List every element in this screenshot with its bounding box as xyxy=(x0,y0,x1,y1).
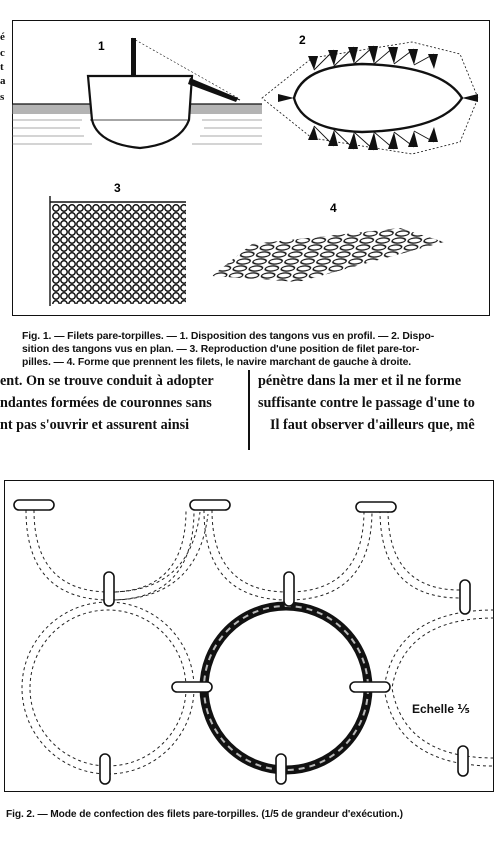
body-text-right-line: pénètre dans la mer et il ne forme xyxy=(258,373,462,389)
subfigure-label: 1 xyxy=(98,39,105,53)
figure1-illustration xyxy=(12,20,490,316)
body-text-left-line: ent. On se trouve conduit à adopter xyxy=(0,373,214,389)
subfigure-label: 4 xyxy=(330,201,337,215)
figure1-caption-line: sition des tangons vus en plan. — 3. Reproduction d'une position de filet pare-tor- xyxy=(22,344,420,355)
figure2-illustration xyxy=(4,480,494,792)
deformed-net-drawing xyxy=(212,228,444,282)
margin-mark: a xyxy=(0,75,6,87)
body-text-right-line: Il faut observer d'ailleurs que, mê xyxy=(270,417,475,433)
figure1-caption-line: pilles. — 4. Forme que prennent les filets, le navire marchant de gauche à droite. xyxy=(22,357,412,368)
subfigure-label: 3 xyxy=(114,181,121,195)
margin-mark: é xyxy=(0,31,5,43)
ship-plan-drawing xyxy=(262,42,478,154)
ship-profile-drawing xyxy=(12,38,262,148)
margin-mark: t xyxy=(0,61,4,73)
subfigure-label: 2 xyxy=(299,33,306,47)
flat-net-drawing xyxy=(50,196,186,306)
column-rule xyxy=(248,370,250,450)
figure2-caption: Fig. 2. — Mode de confection des filets pare-torpilles. (1/5 de grandeur d'exécution.) xyxy=(6,809,403,820)
body-text-left-line: nt pas s'ouvrir et assurent ainsi xyxy=(0,417,190,433)
margin-mark: c xyxy=(0,47,5,59)
body-text-right-line: suffisante contre le passage d'une to xyxy=(258,395,475,411)
figure1-caption-line: Fig. 1. — Filets pare-torpilles. — 1. Disposition des tangons vus en profil. — 2. Dispo- xyxy=(22,331,435,342)
scale-label: Echelle ⅕ xyxy=(412,702,470,716)
body-text-left-line: ndantes formées de couronnes sans xyxy=(0,395,212,411)
margin-mark: s xyxy=(0,91,5,103)
